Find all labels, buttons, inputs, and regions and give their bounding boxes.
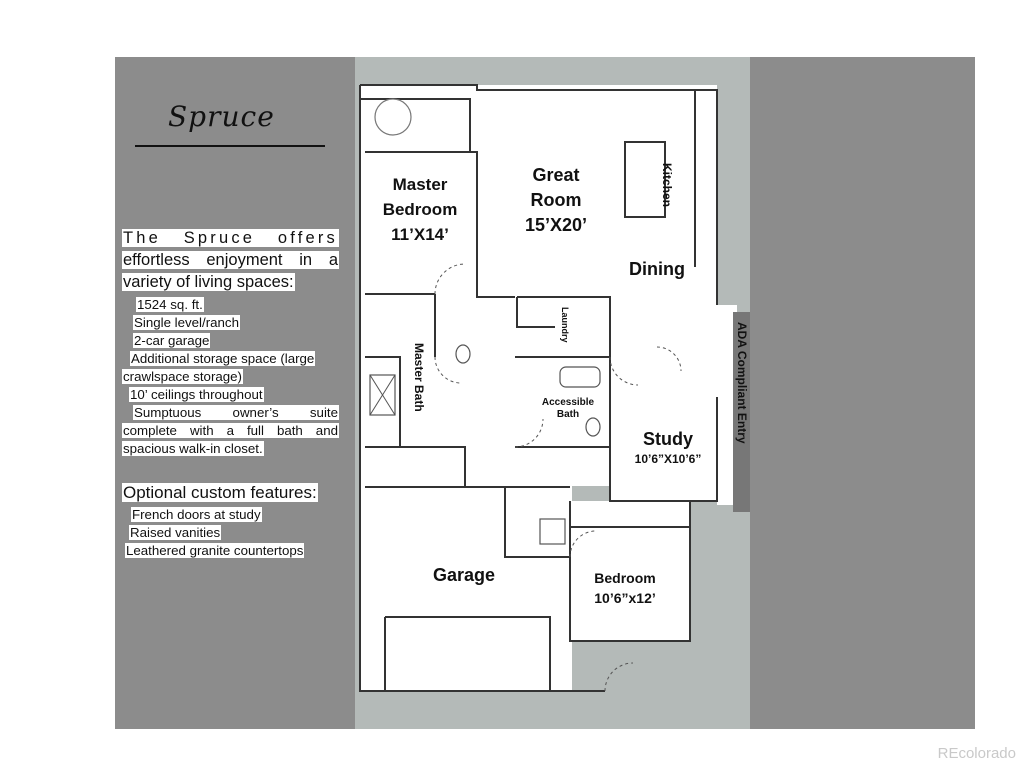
feature-single-level: Single level/ranch: [134, 315, 239, 330]
bedroom-label: Bedroom: [594, 570, 656, 586]
feature-suite-cont: complete with a full bath and: [123, 423, 338, 438]
plan-title: Spruce: [168, 100, 275, 133]
feature-closet: spacious walk-in closet.: [123, 441, 263, 456]
intro-line-2: effortless enjoyment in a: [123, 251, 338, 269]
optional-granite: Leathered granite countertops: [126, 543, 304, 558]
intro-line-3: variety of living spaces:: [123, 273, 294, 291]
feature-suite: Sumptuous owner’s suite: [134, 405, 338, 420]
optional-french-doors: French doors at study: [132, 507, 261, 522]
bedroom-dims: 10’6”x12’: [594, 590, 656, 606]
great-room-dims: 15’X20’: [524, 215, 588, 235]
watermark: REcolorado: [937, 745, 1016, 762]
accessible-toilet-icon: [586, 418, 600, 436]
optional-heading: Optional custom features:: [123, 483, 317, 502]
laundry-label: Laundry: [560, 307, 570, 343]
accessible-bath-label: Accessible: [541, 397, 595, 408]
study-label: Study: [642, 429, 694, 449]
floor-plan: [355, 57, 750, 729]
garage-label: Garage: [432, 565, 496, 585]
bathtub-icon: [560, 367, 600, 387]
feature-ceilings: 10’ ceilings throughout: [130, 387, 263, 402]
kitchen-label: Kitchen: [660, 163, 674, 208]
patio-table-icon: [375, 99, 411, 135]
great-room-label: Great: [532, 165, 580, 185]
feature-storage: Additional storage space (large: [131, 351, 315, 366]
title-underline: [135, 145, 325, 147]
ada-entry-label: ADA Compliant Entry: [735, 322, 749, 444]
study-dims: 10’6”X10’6”: [634, 452, 702, 466]
master-bath-label: Master Bath: [412, 343, 426, 412]
master-bedroom-label-2: Bedroom: [382, 200, 458, 219]
dining-label: Dining: [629, 259, 685, 279]
optional-raised-vanities: Raised vanities: [130, 525, 221, 540]
great-room-label-2: Room: [530, 190, 582, 210]
feature-sqft: 1524 sq. ft.: [137, 297, 203, 312]
intro-line-1: The Spruce offers: [123, 229, 338, 247]
feature-garage: 2-car garage: [134, 333, 210, 348]
right-panel: [750, 57, 975, 729]
accessible-bath-label-2: Bath: [556, 409, 580, 420]
feature-storage-cont: crawlspace storage): [123, 369, 242, 384]
master-bedroom-dims: 11’X14’: [391, 225, 449, 244]
master-bedroom-label: Master: [392, 175, 448, 194]
master-toilet-icon: [456, 345, 470, 363]
